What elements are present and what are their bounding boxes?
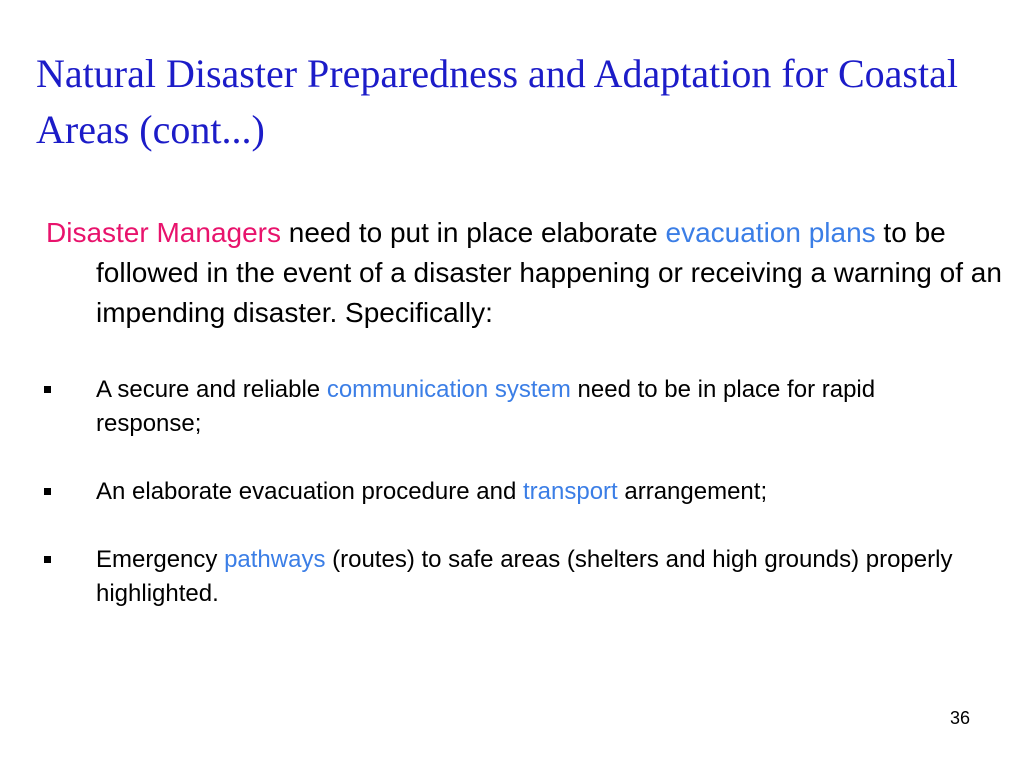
intro-highlight-evacuation-plans: evacuation plans <box>665 217 876 248</box>
slide-title: Natural Disaster Preparedness and Adaptation for Coastal Areas (cont...) <box>36 51 958 152</box>
bullet-list <box>44 373 974 611</box>
intro-highlight-disaster-managers: Disaster Managers <box>46 217 281 248</box>
bullet-highlight-communication-system: communication system <box>326 376 571 403</box>
bullet-text-after: (routes) to safe areas (shelters and high grounds) properly highlighted. <box>96 546 953 607</box>
bullet-text-before: A secure and reliable <box>96 376 327 403</box>
square-bullet-icon <box>44 556 51 563</box>
bullet-item-communication <box>44 373 974 441</box>
square-bullet-icon <box>44 386 51 393</box>
bullet-text-before: An elaborate evacuation procedure and <box>96 478 523 505</box>
intro-text-1: need to put in place elaborate <box>280 217 666 248</box>
bullet-text-before: Emergency <box>96 546 225 573</box>
bullet-item-pathways <box>44 543 974 611</box>
bullet-highlight-transport: transport <box>522 478 618 505</box>
intro-paragraph <box>46 213 1024 333</box>
bullet-text-after: arrangement; <box>617 478 768 505</box>
square-bullet-icon <box>44 488 51 495</box>
bullet-item-transport <box>44 475 974 509</box>
page-number: 36 <box>949 708 970 728</box>
intro-text-2: to be followed in the event of a disaster happening or receiving a warning of an impending disaster. Specifically: <box>96 217 1002 328</box>
bullet-text-after: need to be in place for rapid response; <box>96 376 876 437</box>
bullet-highlight-pathways: pathways <box>224 546 326 573</box>
